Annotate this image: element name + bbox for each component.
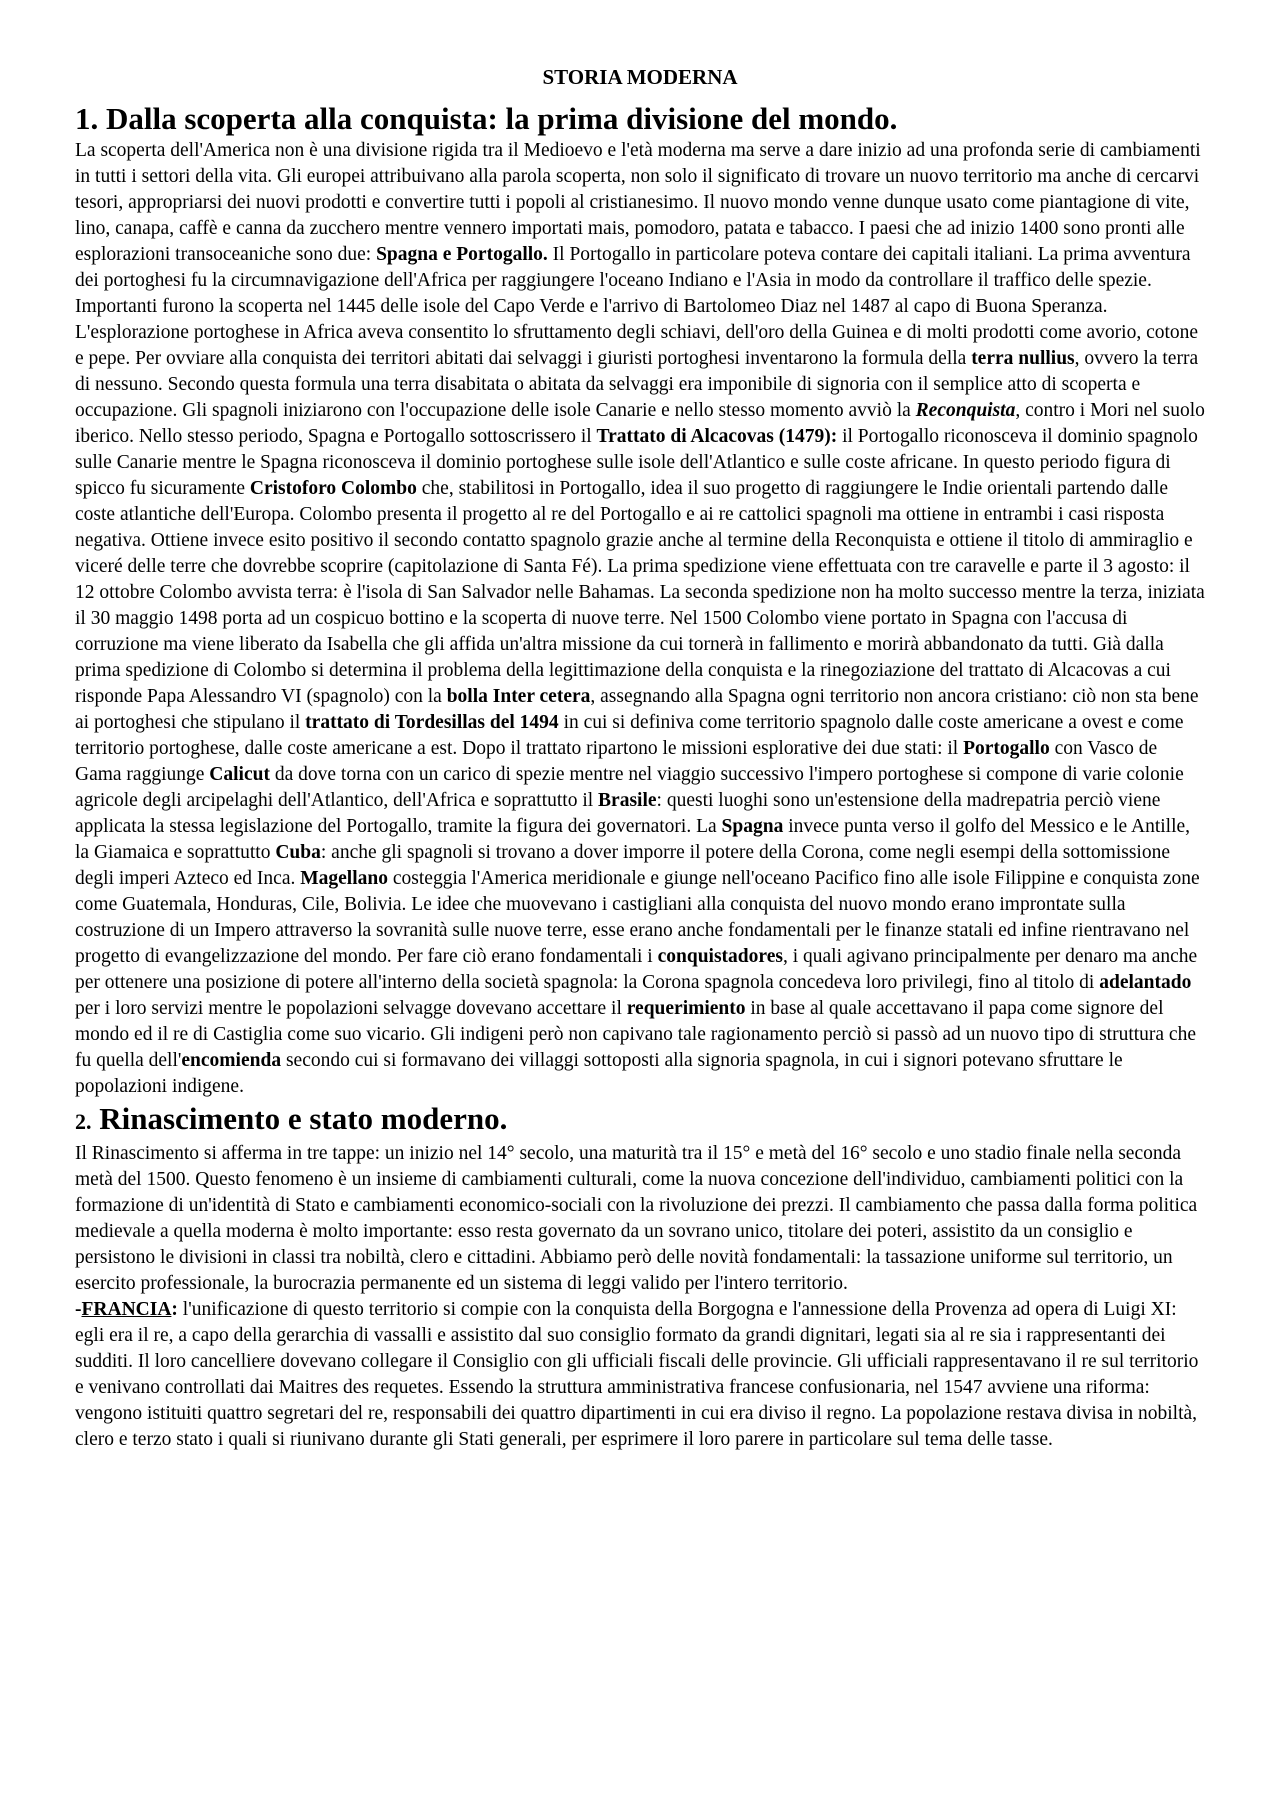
bold-term: Portogallo: [963, 738, 1050, 759]
section-2-heading: [75, 1100, 1205, 1141]
bold-term: adelantado: [1099, 972, 1192, 993]
bold-italic-term: Reconquista: [915, 400, 1016, 421]
section-1-number: 1.: [75, 101, 99, 136]
bold-term: conquistadores: [657, 946, 783, 967]
text-run: La scoperta dell'America non è una divisione rigida tra il Medioevo e l'età moderna ma serve a dare inizio ad una profonda serie di cambiamenti in tutti i settori della vita. Gli europei attribuivano alla parola scoperta, non solo il significato di trovare un nuovo territorio ma anche di cercarvi tesori, appropriarsi dei nuovi prodotti e convertire tutti i popoli al cristianesimo. Il nuovo mondo venne dunque usato come piantagione di vite, lino, canapa, caffè e canna da zucchero mentre vennero importati mais, pomodoro, patata e tabacco. I paesi che ad inizio 1400 sono pronti alle esplorazioni transoceaniche sono due:: [75, 140, 1201, 265]
section-2-paragraph: [75, 1141, 1205, 1297]
bold-term: encomienda: [181, 1050, 282, 1071]
bold-term: Brasile: [598, 790, 657, 811]
section-2-number: 2.: [75, 1109, 92, 1134]
text-run: in cui si definiva come territorio spagnolo dalle coste americane a ovest e come territorio portoghese, dalle coste americane a est. Dopo il trattato ripartono le missioni esplorative dei due stati: il: [75, 712, 1184, 759]
bold-term: -: [75, 1299, 82, 1320]
text-run: , contro i Mori nel suolo iberico. Nello stesso periodo, Spagna e Portogallo sottoscrissero il: [75, 400, 1205, 447]
document-title: STORIA MODERNA: [542, 65, 738, 89]
bold-term: Trattato di Alcacovas (1479):: [596, 426, 838, 447]
text-run: con Vasco de Gama raggiunge: [75, 738, 1158, 785]
bold-term: requerimiento: [626, 998, 746, 1019]
text-run: : anche gli spagnoli si trovano a dover imporre il potere della Corona, come negli esempi della sottomissione degli imperi Azteco ed Inca.: [75, 842, 1170, 889]
underlined-term: FRANCIA: [81, 1299, 172, 1320]
section-2-francia-paragraph: [75, 1297, 1205, 1453]
text-run: l'unificazione di questo territorio si compie con la conquista della Borgogna e l'annessione della Provenza ad opera di Luigi XI: egli era il re, a capo della gerarchia di vassalli e assistito dal suo consiglio formato da grandi dignitari, legati sia al re sia i rappresentanti dei sudditi. Il loro cancelliere dovevano collegare il Consiglio con gli ufficiali fiscali delle provincie. Gli ufficiali rappresentavano il re sul territorio e venivano controllati dai Maitres des requetes. Essendo la struttura amministrativa francese confusionaria, nel 1547 avviene una riforma: vengono istituiti quattro segretari del re, responsabili dei quattro dipartimenti in cui era diviso il regno. La popolazione restava divisa in nobiltà, clero e terzo stato i quali si riunivano durante gli Stati generali, per esprimere il loro parere in particolare sul tema delle tasse.: [75, 1299, 1199, 1450]
text-run: secondo cui si formavano dei villaggi sottoposti alla signoria spagnola, in cui i signori potevano sfruttare le popolazioni indigene.: [75, 1050, 1123, 1097]
bold-term: Calicut: [209, 764, 270, 785]
text-run: per i loro servizi mentre le popolazioni selvagge dovevano accettare il: [75, 998, 627, 1019]
section-2-title: Rinascimento e stato moderno.: [99, 1101, 508, 1136]
bold-term: :: [171, 1299, 178, 1320]
bold-term: Magellano: [300, 868, 388, 889]
bold-term: trattato di Tordesillas del 1494: [305, 712, 559, 733]
text-run: , i quali agivano principalmente per denaro ma anche per ottenere una posizione di potere all'interno della società spagnola: la Corona spagnola concedeva loro privilegi, fino al titolo di: [75, 946, 1198, 993]
bold-term: Cuba: [275, 842, 321, 863]
text-run: : questi luoghi sono un'estensione della madrepatria perciò viene applicata la stessa legislazione del Portogallo, tramite la figura dei governatori. La: [75, 790, 1161, 837]
bold-term: Spagna e Portogallo.: [376, 244, 548, 265]
text-run: invece punta verso il golfo del Messico e le Antille, la Giamaica e soprattutto: [75, 816, 1191, 863]
bold-term: Cristoforo Colombo: [249, 478, 417, 499]
text-run: Il Portogallo in particolare poteva contare dei capitali italiani. La prima avventura dei portoghesi fu la circumnavigazione dell'Africa per raggiungere l'oceano Indiano e l'Asia in modo da controllare il traffico delle spezie. Importanti furono la scoperta nel 1445 delle isole del Capo Verde e l'arrivo di Bartolomeo Diaz nel 1487 al capo di Buona Speranza. L'esplorazione portoghese in Africa aveva consentito lo sfruttamento degli schiavi, dell'oro della Guinea e di molti prodotti come avorio, cotone e pepe. Per ovviare alla conquista dei territori abitati dai selvaggi i giuristi portoghesi inventarono la formula della: [75, 244, 1199, 369]
text-run: che, stabilitosi in Portogallo, idea il suo progetto di raggiungere le Indie orientali partendo dalle coste atlantiche dell'Europa. Colombo presenta il progetto al re del Portogallo e ai re cattolici spagnoli ma ottiene in entrambi i casi risposta negativa. Ottiene invece esito positivo il secondo contatto spagnolo grazie anche al termine della Reconquista e ottiene il titolo di ammiraglio e viceré delle terre che dovrebbe scoprire (capitolazione di Santa Fé). La prima spedizione viene effettuata con tre caravelle e parte il 3 agosto: il 12 ottobre Colombo avvista terra: è l'isola di San Salvador nelle Bahamas. La seconda spedizione non ha molto successo mentre la terza, iniziata il 30 maggio 1498 porta ad un cospicuo bottino e la scoperta di nuove terre. Nel 1500 Colombo viene portato in Spagna con l'accusa di corruzione ma viene liberato da Isabella che gli affida un'altra missione da cui tornerà in fallimento e morirà abbandonato da tutti. Già dalla prima spedizione di Colombo si determina il problema della legittimazione della conquista e la rinegoziazione del trattato di Alcacovas a cui risponde Papa Alessandro VI (spagnolo) con la: [75, 478, 1205, 707]
text-run: in base al quale accettavano il papa come signore del mondo ed il re di Castiglia come suo vicario. Gli indigeni però non capivano tale ragionamento perciò si passò ad un nuovo tipo di struttura che fu quella dell': [75, 998, 1196, 1071]
bold-term: terra nullius: [971, 348, 1075, 369]
text-run: costeggia l'America meridionale e giunge nell'oceano Pacifico fino alle isole Filippine e conquista zone come Guatemala, Honduras, Cile, Bolivia. Le idee che muovevano i castigliani alla conquista del nuovo mondo erano improntate sulla costruzione di un Impero attraverso la sovranità sulle nuove terre, esse erano anche fondamentali per le finanze statali ed infine rientravano nel progetto di evangelizzazione del mondo. Per fare ciò erano fondamentali i: [75, 868, 1200, 967]
text-run: il Portogallo riconosceva il dominio spagnolo sulle Canarie mentre le Spagna riconosceva il dominio portoghese sulle isole dell'Atlantico e sulle coste africane. In questo periodo figura di spicco fu sicuramente: [75, 426, 1198, 499]
section-1-title: Dalla scoperta alla conquista: la prima divisione del mondo.: [106, 101, 898, 136]
section-1-paragraph: [75, 138, 1205, 1100]
text-run: , assegnando alla Spagna ogni territorio non ancora cristiano: ciò non sta bene ai portoghesi che stipulano il: [75, 686, 1199, 733]
section-1-heading: [75, 100, 1205, 138]
text-run: , ovvero la terra di nessuno. Secondo questa formula una terra disabitata o abitata da selvaggi era imponibile di signoria con il semplice atto di scoperta e occupazione. Gli spagnoli iniziarono con l'occupazione delle isole Canarie e nello stesso momento avviò la: [75, 348, 1199, 421]
bold-term: bolla Inter cetera: [446, 686, 591, 707]
bold-term: Spagna: [721, 816, 784, 837]
text-run: Il Rinascimento si afferma in tre tappe: un inizio nel 14° secolo, una maturità tra il 15° e metà del 16° secolo e uno stadio finale nella seconda metà del 1500. Questo fenomeno è un insieme di cambiamenti culturali, come la nuova concezione dell'individuo, cambiamenti politici con la formazione di un'identità di Stato e cambiamenti economico-sociali con la rivoluzione dei prezzi. Il cambiamento che passa dalla forma politica medievale a quella moderna è molto importante: esso resta governato da un sovrano unico, titolare dei poteri, assistito da un consiglio e persistono le divisioni in classi tra nobiltà, clero e cittadini. Abbiamo però delle novità fondamentali: la tassazione uniforme sul territorio, un esercito professionale, la burocrazia permanente ed un sistema di leggi valido per l'intero territorio.: [75, 1143, 1198, 1294]
text-run: da dove torna con un carico di spezie mentre nel viaggio successivo l'impero portoghese si compone di varie colonie agricole degli arcipelaghi dell'Atlantico, dell'Africa e soprattutto il: [75, 764, 1184, 811]
